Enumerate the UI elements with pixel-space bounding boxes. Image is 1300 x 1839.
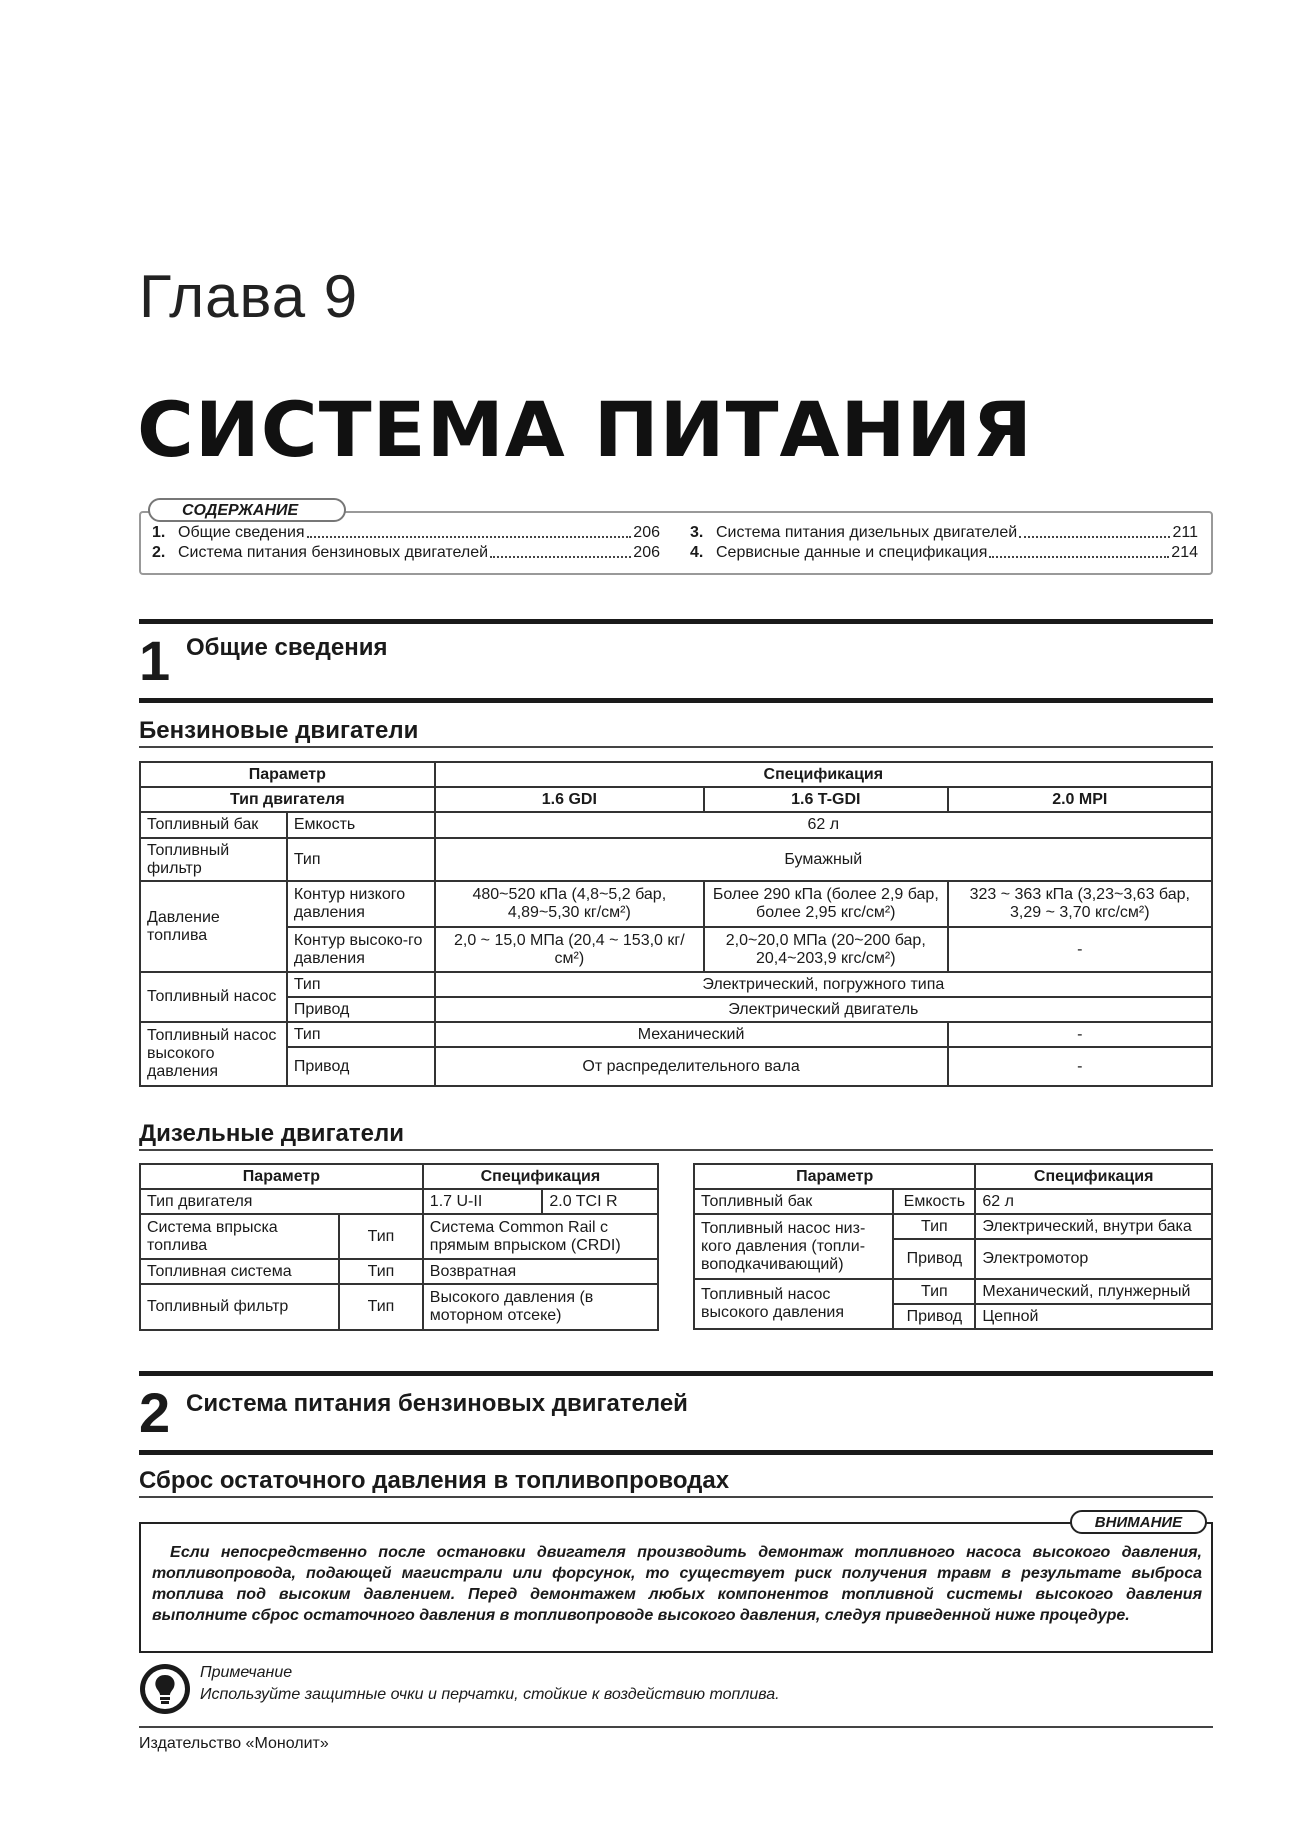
section-title: Общие сведения <box>186 634 388 661</box>
subsection-title: Сброс остаточного давления в топливопроводах <box>139 1467 730 1494</box>
section-number: 1 <box>139 629 171 692</box>
toc-item[interactable]: 4. Сервисные данные и спецификация 214 <box>690 544 1198 561</box>
table-row: Топливный насос высокого давления Тип Механический - <box>140 1022 1212 1047</box>
table-row: Топливный фильтр Тип Высокого давления (в моторном отсеке) <box>140 1284 658 1330</box>
footer-rule <box>139 1726 1213 1728</box>
note-text: Используйте защитные очки и перчатки, стойкие к воздействию топлива. <box>200 1686 780 1703</box>
table-row: Привод Электромотор <box>694 1239 1212 1279</box>
table-row: Топливная система Тип Возвратная <box>140 1259 658 1284</box>
section-rule <box>139 1371 1213 1376</box>
table-row: Тип двигателя 1.6 GDI 1.6 T-GDI 2.0 MPI <box>140 787 1212 812</box>
note-title: Примечание <box>200 1664 293 1681</box>
section-rule <box>139 1450 1213 1455</box>
section-rule <box>139 619 1213 624</box>
section-title: Система питания бензиновых двигателей <box>186 1390 688 1417</box>
subsection-rule <box>139 1496 1213 1498</box>
section-rule <box>139 698 1213 703</box>
table-row: Давление топлива Контур низкого давления 480~520 кПа (4,8~5,2 бар, 4,89~5,30 кг/см²) Более 290 кПа (более 2,9 бар, более 2,95 кгс/см²) 323 ~ 363 кПа (3,23~3,63 бар, 3,29 ~ 3,70 кгс/см²) <box>140 881 1212 927</box>
table-row: Система впрыска топлива Тип Система Common Rail с прямым впрыском (CRDI) <box>140 1214 658 1259</box>
table-row: Топливный насос высокого давления Тип Механический, плунжерный <box>694 1279 1212 1304</box>
table-row: Контур высоко-го давления 2,0 ~ 15,0 МПа (20,4 ~ 153,0 кг/см²) 2,0~20,0 МПа (20~200 бар, 20,4~203,9 кгс/см²) - <box>140 927 1212 972</box>
page-title: СИСТЕМА ПИТАНИЯ <box>137 385 1034 474</box>
diesel-right-table <box>693 1163 1213 1330</box>
petrol-spec-table <box>139 761 1213 1087</box>
table-row: Параметр Спецификация <box>140 1164 658 1189</box>
table-row: Привод От распределительного вала - <box>140 1047 1212 1086</box>
toc-item[interactable]: 1. Общие сведения 206 <box>152 524 660 541</box>
table-row: Привод Цепной <box>694 1304 1212 1329</box>
lightbulb-icon <box>139 1663 191 1715</box>
chapter-label: Глава 9 <box>139 263 359 330</box>
table-row: Тип двигателя 1.7 U-II 2.0 TCI R <box>140 1189 658 1214</box>
warning-label: ВНИМАНИЕ <box>1070 1510 1207 1534</box>
toc-item[interactable]: 2. Система питания бензиновых двигателей 206 <box>152 544 660 561</box>
toc-label: СОДЕРЖАНИЕ <box>148 498 346 522</box>
table-row: Топливный насос Тип Электрический, погружного типа <box>140 972 1212 997</box>
table-row: Топливный фильтр Тип Бумажный <box>140 838 1212 881</box>
toc-item[interactable]: 3. Система питания дизельных двигателей 211 <box>690 524 1198 541</box>
subsection-title: Дизельные двигатели <box>139 1120 405 1147</box>
warning-text: Если непосредственно после остановки двигателя производить демонтаж топливного насоса высокого давления, топливопровода, подающей магистрали или форсунок, то существует риск получения травм в результате выброса топлива под высоким давлением. Перед демонтажем любых компонентов топливной системы высокого давления выполните сброс остаточного давления в топливопроводе высокого давления, следуя приведенной ниже процедуре. <box>152 1544 1202 1624</box>
table-row: Параметр Спецификация <box>140 762 1212 787</box>
diesel-left-table <box>139 1163 659 1331</box>
subsection-rule <box>139 746 1213 748</box>
table-row: Привод Электрический двигатель <box>140 997 1212 1022</box>
publisher-footer: Издательство «Монолит» <box>139 1735 329 1752</box>
table-row: Топливный бак Емкость 62 л <box>140 812 1212 838</box>
subsection-rule <box>139 1149 1213 1151</box>
table-row: Топливный бак Емкость 62 л <box>694 1189 1212 1214</box>
section-number: 2 <box>139 1381 171 1444</box>
table-row: Параметр Спецификация <box>694 1164 1212 1189</box>
subsection-title: Бензиновые двигатели <box>139 717 419 744</box>
table-row: Топливный насос низ-кого давления (топли-воподкачивающий) Тип Электрический, внутри бака <box>694 1214 1212 1239</box>
toc-right-column <box>690 523 1198 563</box>
toc-left-column <box>152 523 660 563</box>
